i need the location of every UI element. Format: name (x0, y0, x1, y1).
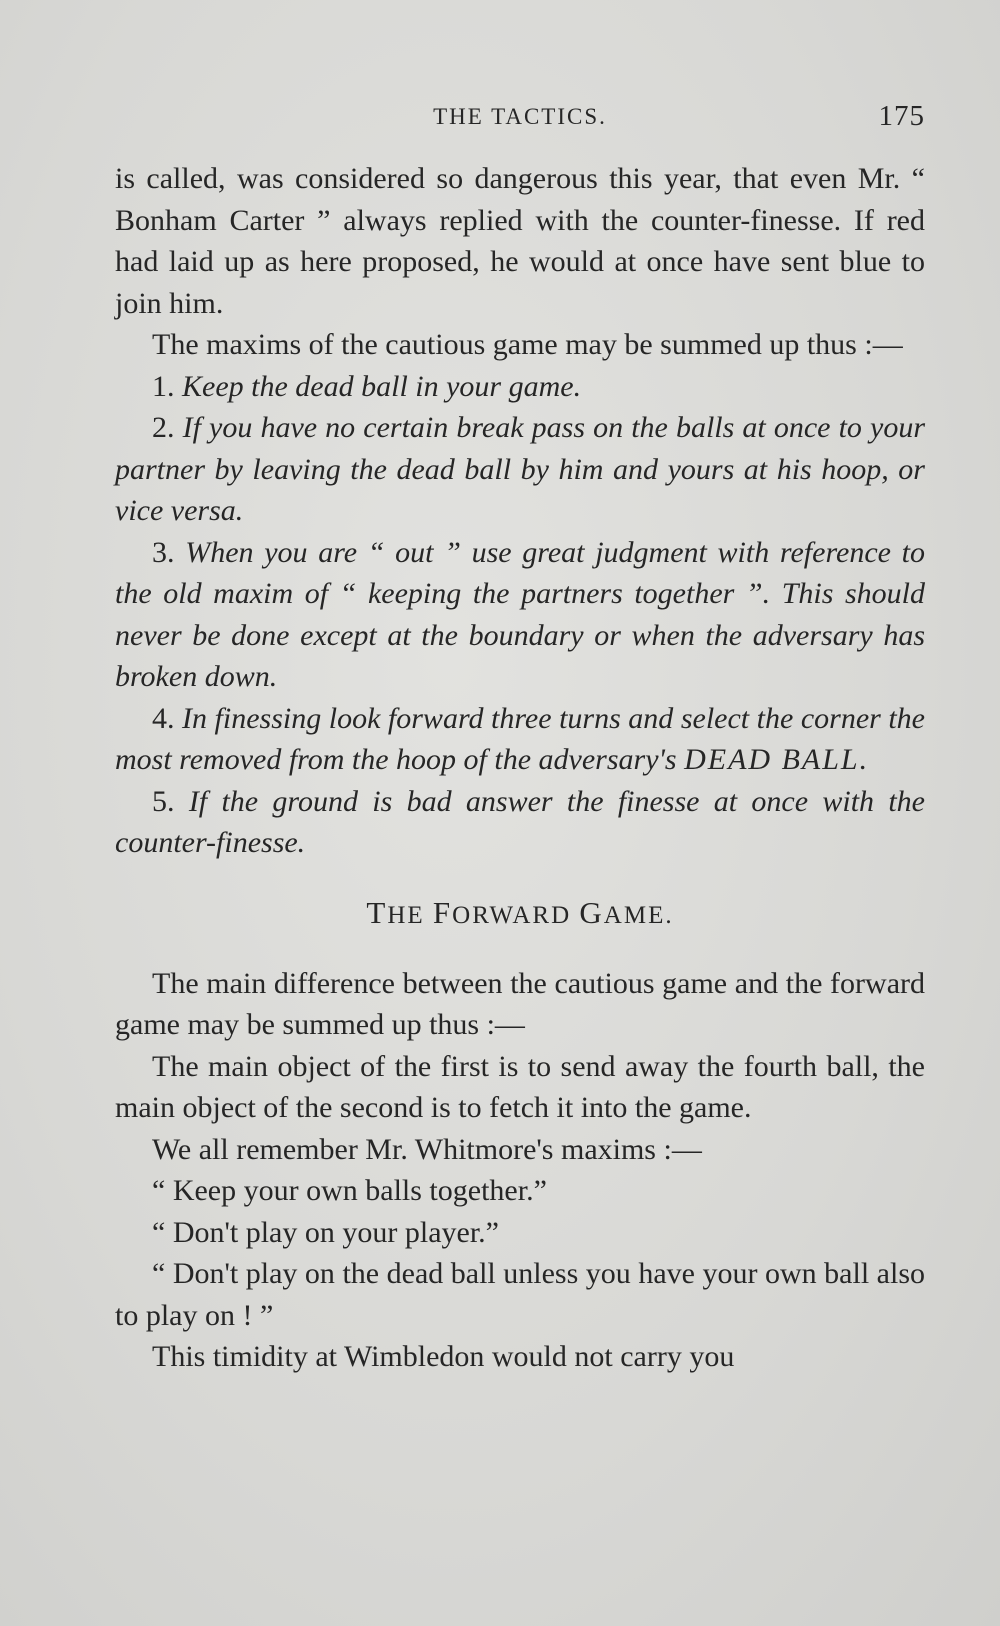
paragraph: We all remember Mr. Whitmore's maxims :— (152, 1132, 702, 1166)
quoted-maxim: “ Keep your own balls together.” (152, 1174, 547, 1207)
maxim-item (115, 407, 925, 532)
maxim-item (115, 698, 925, 781)
maxim-caps-text: DEAD BALL. (684, 743, 870, 776)
maxim-text: If the ground is bad answer the finesse at once with the counter-finesse. (115, 784, 925, 859)
maxim-item (115, 781, 925, 864)
paragraph: The maxims of the cautious game may be summed up thus :— (152, 328, 903, 361)
paragraph-continued: is called, was considered so dangerous this year, that even Mr. “ Bonham Carter ” always replied with the counter-finesse. If red had laid up as here proposed, he would at once have sent blue to join him. (115, 162, 925, 320)
section-heading: THE FORWARD GAME. (366, 894, 674, 930)
maxim-text: Keep the dead ball in your game. (182, 369, 582, 403)
maxim-number: 2. (152, 411, 175, 444)
maxim-text: If you have no certain break pass on the balls at once to your partner by leaving the dead ball by him and yours at his hoop, or vice versa. (115, 411, 926, 527)
maxim-text: When you are “ out ” use great judgment with reference to the old maxim of “ keeping the partners together ”. This should never be done except at the boundary or when the adversary has broken down. (115, 535, 925, 693)
page-header (115, 96, 925, 136)
maxim-text: In finessing look forward three turns and select the corner the most removed from the hoop of the adversary's (115, 701, 925, 776)
maxim-number: 3. (152, 535, 175, 569)
maxim-item (115, 366, 925, 408)
running-head: THE TACTICS. (433, 104, 607, 129)
paragraph: The main object of the first is to send away the fourth ball, the main object of the second is to fetch it into the game. (115, 1049, 925, 1124)
maxim-number: 1. (152, 369, 175, 403)
maxim-item (115, 532, 925, 698)
quoted-maxim: “ Don't play on your player.” (152, 1215, 499, 1249)
maxim-number: 4. (152, 701, 175, 735)
maxim-number: 5. (152, 784, 175, 818)
page-body (115, 158, 925, 1378)
quoted-maxim: “ Don't play on the dead ball unless you have your own ball also to play on ! ” (115, 1257, 925, 1332)
paragraph: The main difference between the cautious game and the forward game may be summed up thus :— (115, 966, 925, 1041)
page-number: 175 (878, 100, 925, 132)
paragraph: This timidity at Wimbledon would not carry you (152, 1340, 735, 1373)
